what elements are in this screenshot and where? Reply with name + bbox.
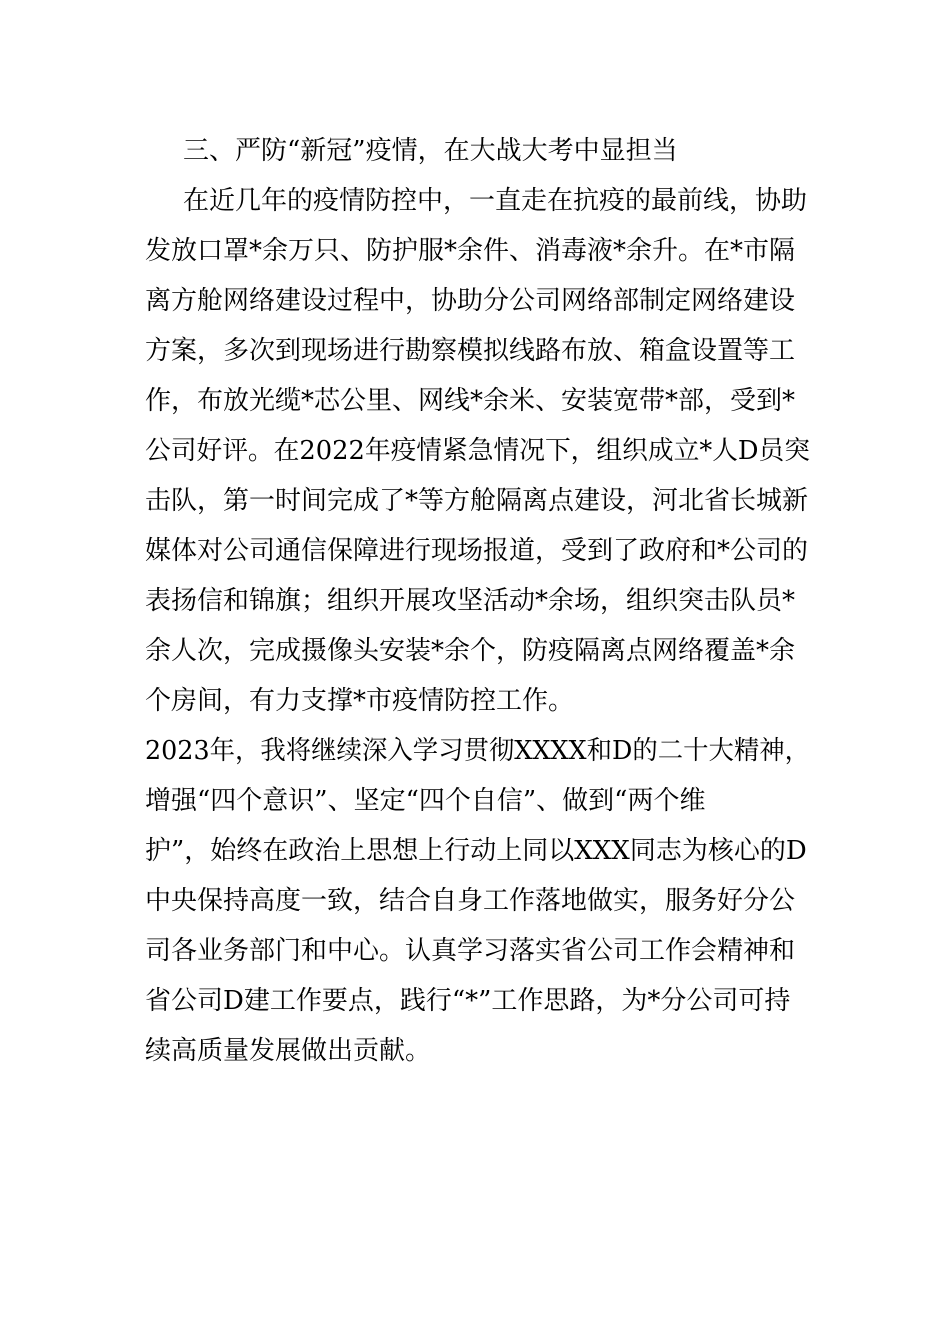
paragraph-1-line: 方案，多次到现场进行勘察模拟线路布放、箱盒设置等工 <box>145 336 796 366</box>
paragraph-2-line: 2023年，我将继续深入学习贯彻XXXX和D的二十大精神， <box>145 736 811 766</box>
paragraph-2-line: 省公司D建工作要点，践行“*”工作思路，为*分公司可持 <box>145 986 791 1016</box>
paragraph-1-line: 媒体对公司通信保障进行现场报道，受到了政府和*公司的 <box>145 536 809 566</box>
paragraph-2-line: 护”，始终在政治上思想上行动上同以XXX同志为核心的D <box>145 836 807 866</box>
paragraph-1-line: 个房间，有力支撑*市疫情防控工作。 <box>145 686 575 716</box>
paragraph-1-line: 公司好评。在2022年疫情紧急情况下，组织成立*人D员突 <box>145 436 811 466</box>
paragraph-1-line: 发放口罩*余万只、防护服*余件、消毒液*余升。在*市隔 <box>145 236 796 266</box>
paragraph-2-line: 增强“四个意识”、坚定“四个自信”、做到“两个维 <box>145 786 706 816</box>
paragraph-1-line: 击队，第一时间完成了*等方舱隔离点建设，河北省长城新 <box>145 486 809 516</box>
section-heading: 三、严防“新冠”疫情，在大战大考中显担当 <box>183 136 678 166</box>
paragraph-2-line: 司各业务部门和中心。认真学习落实省公司工作会精神和 <box>145 936 796 966</box>
paragraph-1-line: 在近几年的疫情防控中，一直走在抗疫的最前线，协助 <box>183 186 808 216</box>
paragraph-2-line: 续高质量发展做出贡献。 <box>145 1036 432 1066</box>
paragraph-2-line: 中央保持高度一致，结合自身工作落地做实，服务好分公 <box>145 886 796 916</box>
paragraph-1-line: 离方舱网络建设过程中，协助分公司网络部制定网络建设 <box>145 286 796 316</box>
paragraph-1-line: 作，布放光缆*芯公里、网线*余米、安装宽带*部，受到* <box>145 386 796 416</box>
paragraph-1-line: 余人次，完成摄像头安装*余个，防疫隔离点网络覆盖*余 <box>145 636 796 666</box>
paragraph-1-line: 表扬信和锦旗；组织开展攻坚活动*余场，组织突击队员* <box>145 586 796 616</box>
